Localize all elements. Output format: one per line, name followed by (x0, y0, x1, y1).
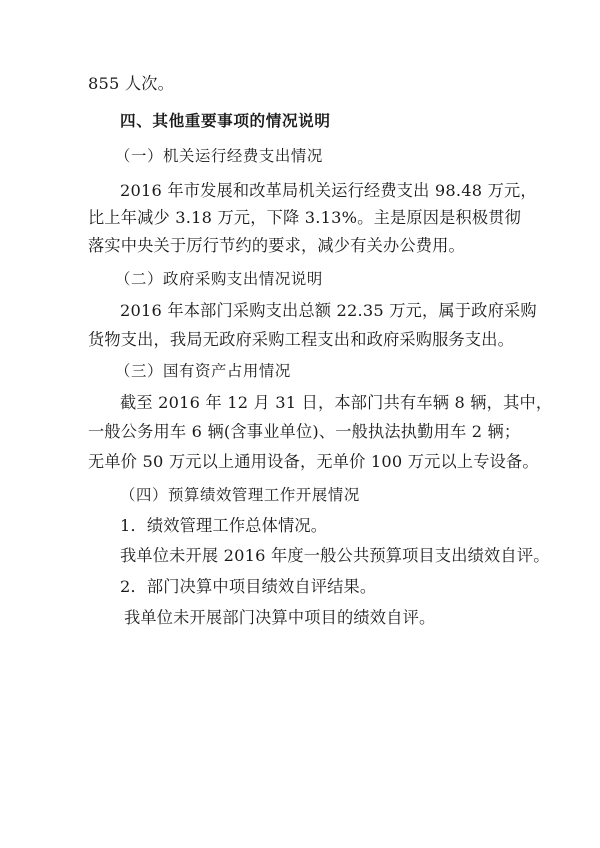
paragraph-line: 一般公务用车 6 辆(含事业单位)、一般执法执勤用车 2 辆； (88, 422, 521, 441)
subheading-state-assets: （三）国有资产占用情况 (115, 362, 291, 380)
paragraph-line: 比上年减少 3.18 万元，下降 3.13%。主是原因是积极贯彻 (88, 208, 522, 227)
numbered-item-2: 2．部门决算中项目绩效自评结果。 (120, 577, 377, 596)
continuation-text: 855 人次。 (88, 74, 175, 93)
paragraph-line: 我单位未开展 2016 年度一般公共预算项目支出绩效自评。 (120, 546, 550, 565)
paragraph-line: 货物支出，我局无政府采购工程支出和政府采购服务支出。 (88, 330, 515, 349)
paragraph-line: 我单位未开展部门决算中项目的绩效自评。 (124, 608, 436, 627)
paragraph-line: 2016 年本部门采购支出总额 22.35 万元，属于政府采购 (120, 301, 537, 320)
paragraph-line: 落实中央关于厉行节约的要求，减少有关办公费用。 (88, 236, 465, 255)
paragraph-line: 无单价 50 万元以上通用设备，无单价 100 万元以上专设备。 (88, 452, 539, 471)
paragraph-line: 截至 2016 年 12 月 31 日，本部门共有车辆 8 辆，其中， (120, 393, 553, 412)
subheading-procurement: （二）政府采购支出情况说明 (115, 270, 323, 288)
numbered-item-1: 1．绩效管理工作总体情况。 (120, 516, 328, 535)
subheading-performance-management: （四）预算绩效管理工作开展情况 (120, 486, 360, 504)
section-heading-other-matters: 四、其他重要事项的情况说明 (120, 112, 331, 130)
subheading-operating-expenses: （一）机关运行经费支出情况 (115, 147, 323, 165)
paragraph-line: 2016 年市发展和改革局机关运行经费支出 98.48 万元， (120, 181, 537, 200)
